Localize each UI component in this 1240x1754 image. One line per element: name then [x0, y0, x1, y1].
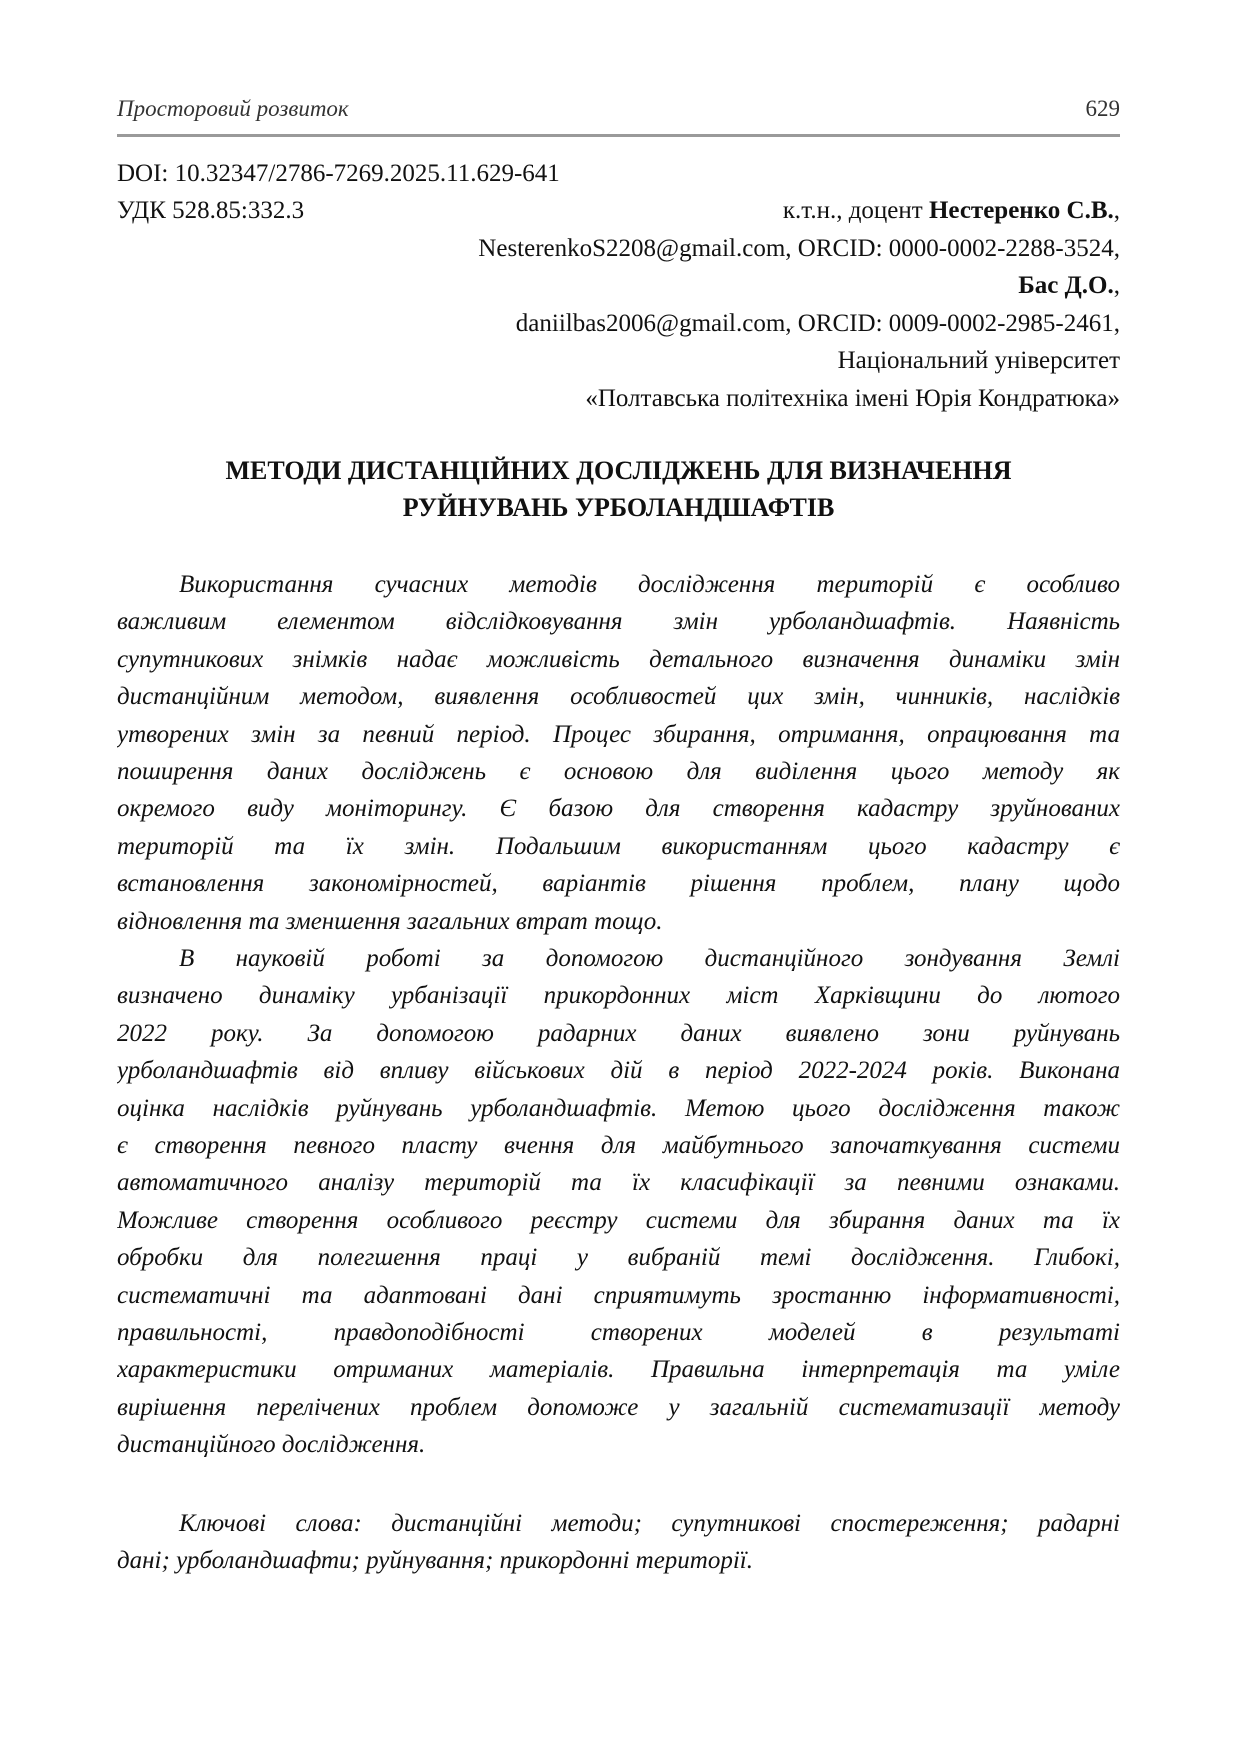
author-1-comma: ,	[1113, 197, 1120, 224]
header-divider	[117, 134, 1120, 137]
keywords	[117, 1505, 1120, 1580]
text-line: визначено динаміку урбанізації прикордонних міст Харківщини до лютого	[117, 982, 1120, 1010]
text-line: окремого виду моніторингу. Є базою для створення кадастру зруйнованих	[117, 795, 1120, 823]
author-2	[478, 267, 1120, 305]
title-line-2: РУЙНУВАНЬ УРБОЛАНДШАФТІВ	[402, 493, 835, 522]
text-line: дані; урболандшафти; руйнування; прикордонні території.	[117, 1547, 753, 1575]
text-line: систематичні та адаптовані дані сприятимуть зростанню інформативності,	[117, 1281, 1120, 1309]
text-line: обробки для полегшення праці у вибраній темі дослідження. Глибокі,	[117, 1244, 1120, 1272]
author-1-contact: NesterenkoS2208@gmail.com, ORCID: 0000-0002-2288-3524,	[478, 234, 1120, 262]
text-line: Використання сучасних методів дослідження територій є особливо	[179, 571, 1120, 598]
author-block	[478, 192, 1120, 417]
text-line: урболандшафтів від впливу військових дій в період 2022-2024 років. Виконана	[117, 1057, 1120, 1085]
abstract-paragraph-2	[117, 940, 1120, 1463]
text-line: дистанційним методом, виявлення особливостей цих змін, чинників, наслідків	[117, 683, 1120, 711]
author-1	[478, 192, 1120, 230]
page-number: 629	[1085, 96, 1120, 121]
text-line: характеристики отриманих матеріалів. Правильна інтерпретація та уміле	[117, 1356, 1120, 1384]
text-line: 2022 року. За допомогою радарних даних виявлено зони руйнувань	[117, 1019, 1120, 1047]
affiliation-line-2: «Полтавська політехніка імені Юрія Кондратюка»	[585, 384, 1120, 412]
paper-title	[117, 452, 1120, 526]
text-line: дистанційного дослідження.	[117, 1431, 426, 1459]
affiliation-line-1: Національний університет	[837, 347, 1120, 374]
author-1-degree: к.т.н., доцент	[782, 197, 929, 224]
doi: DOI: 10.32347/2786-7269.2025.11.629-641	[117, 160, 560, 187]
text-line: супутникових знімків надає можливість детального визначення динаміки змін	[117, 645, 1120, 673]
udk-code: УДК 528.85:332.3	[117, 197, 305, 224]
text-line: Можливе створення особливого реєстру системи для збирання даних та їх	[117, 1206, 1120, 1234]
text-line: поширення даних досліджень є основою для виділення цього методу як	[117, 757, 1120, 785]
text-line: відновлення та зменшення загальних втрат тощо.	[117, 907, 663, 935]
text-line: встановлення закономірностей, варіантів рішення проблем, плану щодо	[117, 870, 1120, 898]
text-line: вирішення перелічених проблем допоможе у загальній систематизації методу	[117, 1393, 1120, 1421]
text-line: утворених змін за певний період. Процес збирання, отримання, опрацювання та	[117, 720, 1120, 748]
author-2-comma: ,	[1113, 272, 1120, 299]
author-2-name: Бас Д.О.	[1018, 272, 1114, 299]
running-title: Просторовий розвиток	[117, 96, 349, 121]
text-line: територій та їх змін. Подальшим використанням цього кадастру є	[117, 832, 1120, 860]
text-line: В науковій роботі за допомогою дистанційного зондування Землі	[179, 945, 1120, 972]
title-line-1: МЕТОДИ ДИСТАНЦІЙНИХ ДОСЛІДЖЕНЬ ДЛЯ ВИЗНАЧЕННЯ	[225, 456, 1012, 485]
text-line: є створення певного пласту вчення для майбутнього започаткування системи	[117, 1131, 1120, 1159]
text-line: оцінка наслідків руйнувань урболандшафтів. Метою цього дослідження також	[117, 1094, 1120, 1122]
text-line: важливим елементом відслідковування змін урболандшафтів. Наявність	[117, 608, 1120, 636]
text-line: автоматичного аналізу територій та їх класифікації за певними ознаками.	[117, 1169, 1120, 1197]
author-2-contact: daniilbas2006@gmail.com, ORCID: 0009-0002-2985-2461,	[515, 309, 1120, 337]
author-1-name: Нестеренко С.В.	[928, 197, 1114, 224]
abstract-paragraph-1	[117, 566, 1120, 940]
text-line: Ключові слова: дистанційні методи; супутникові спостереження; радарні	[179, 1510, 1120, 1537]
text-line: правильності, правдоподібності створених моделей в результаті	[117, 1318, 1120, 1346]
